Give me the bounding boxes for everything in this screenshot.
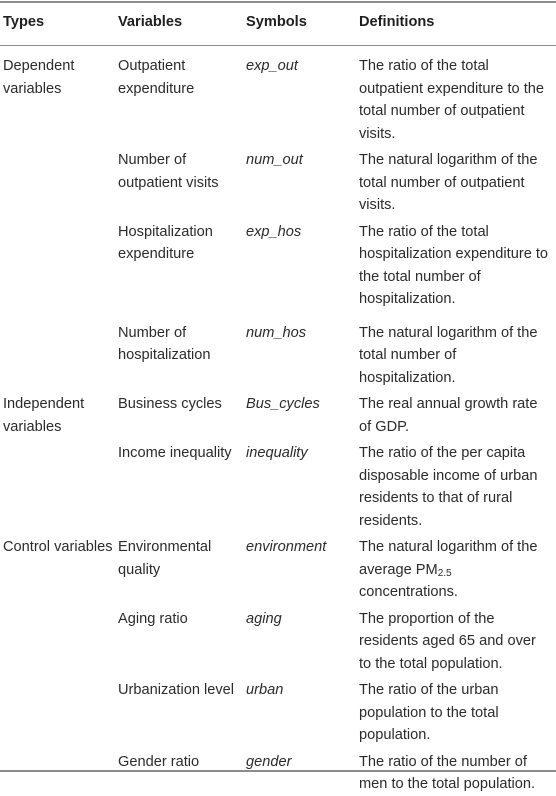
cell-definition: The ratio of the number of men to the total population.	[359, 753, 536, 792]
table-row	[0, 45, 556, 145]
table-bottom-rule	[0, 770, 556, 772]
cell-variable: Number of outpatient visits	[118, 152, 219, 191]
definition-text-pre: The natural logarithm of the average PM	[359, 539, 538, 578]
cell-definition: The ratio of the total outpatient expenditure to the total number of outpatient visits.	[359, 58, 544, 142]
cell-variable: Number of hospitalization	[118, 324, 211, 363]
header-symbols: Symbols	[246, 14, 307, 30]
cell-definition: The ratio of the urban population to the total population.	[359, 682, 499, 743]
pm-subscript: 2.5	[437, 567, 452, 579]
cell-symbol: environment	[246, 539, 327, 555]
table-row	[0, 311, 556, 390]
header-variables: Variables	[118, 14, 183, 30]
cell-definition: The real annual growth rate of GDP.	[359, 396, 538, 435]
cell-symbol: exp_hos	[246, 223, 302, 240]
cell-definition: The natural logarithm of the total number of outpatient visits.	[359, 152, 538, 213]
table-header-row	[0, 3, 556, 45]
cell-variable: Outpatient expenditure	[118, 58, 195, 97]
cell-variable: Hospitalization expenditure	[118, 223, 213, 262]
cell-variable: Aging ratio	[118, 610, 188, 627]
definition-text-post: concentrations.	[359, 584, 458, 600]
cell-symbol: exp_out	[246, 58, 298, 74]
cell-variable: Gender ratio	[118, 753, 200, 770]
cell-symbol: aging	[246, 610, 282, 627]
cell-type: Dependent variables	[3, 58, 75, 97]
cell-variable: Environmental quality	[118, 539, 212, 578]
header-definitions: Definitions	[359, 14, 435, 30]
variables-table	[0, 3, 556, 796]
table-row	[0, 604, 556, 676]
cell-variable: Urbanization level	[118, 682, 235, 698]
cell-symbol: urban	[246, 682, 284, 698]
cell-symbol: gender	[246, 753, 292, 770]
table-row	[0, 675, 556, 747]
table-row	[0, 217, 556, 311]
table-row	[0, 145, 556, 217]
header-types: Types	[3, 14, 45, 30]
cell-type	[0, 675, 115, 747]
cell-definition: The ratio of the total hospitalization expenditure to the total number of hospitalization.	[359, 223, 549, 307]
cell-definition: The ratio of the per capita disposable income of urban residents to that of rural residents.	[359, 445, 538, 529]
cell-type	[0, 438, 115, 532]
cell-type	[0, 217, 115, 311]
table-row	[0, 389, 556, 438]
cell-symbol: num_out	[246, 152, 303, 168]
cell-type	[0, 145, 115, 217]
cell-type	[0, 311, 115, 390]
cell-type: Independent variables	[3, 396, 85, 435]
cell-variable: Income inequality	[118, 445, 232, 461]
cell-definition	[356, 532, 556, 604]
cell-definition: The natural logarithm of the total number of hospitalization.	[359, 324, 538, 386]
cell-variable: Business cycles	[118, 396, 222, 412]
cell-type: Control variables	[3, 539, 113, 555]
cell-symbol: num_hos	[246, 324, 307, 341]
cell-type	[0, 604, 115, 676]
table-row	[0, 438, 556, 532]
cell-definition: The proportion of the residents aged 65 and over to the total population.	[359, 610, 536, 672]
cell-symbol: Bus_cycles	[246, 396, 320, 412]
cell-symbol: inequality	[246, 445, 308, 461]
table-row	[0, 532, 556, 604]
